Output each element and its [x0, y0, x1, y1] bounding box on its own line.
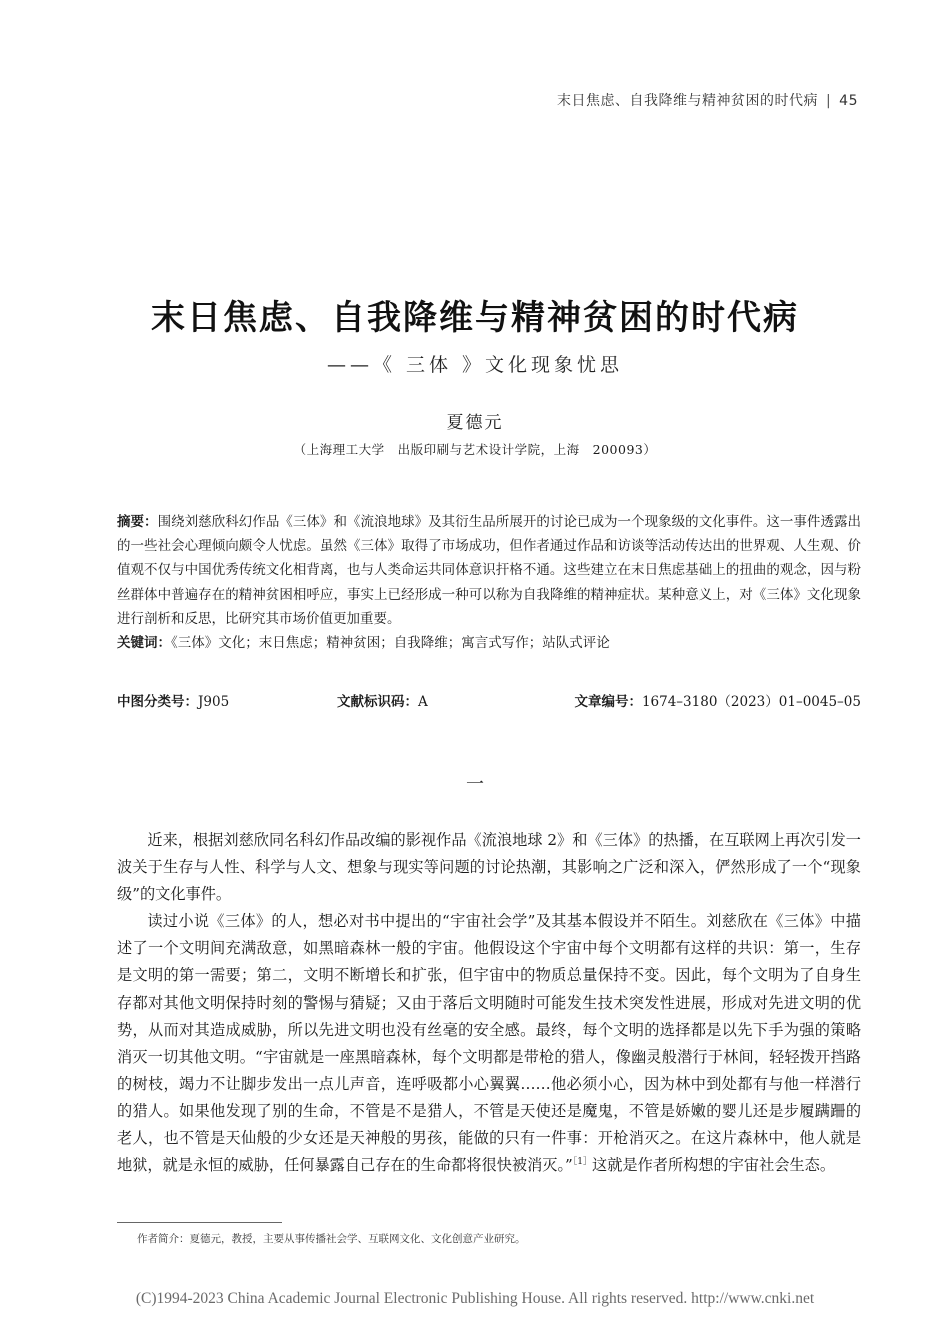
abstract-block — [117, 510, 861, 655]
article-title: 末日焦虑、自我降维与精神贫困的时代病 — [151, 298, 799, 338]
keywords-text: 《三体》文化；末日焦虑；精神贫困；自我降维；寓言式写作；站队式评论 — [171, 635, 610, 652]
clc-code — [117, 690, 337, 710]
document-code — [337, 690, 549, 710]
author-affiliation: （上海理工大学 出版印刷与艺术设计学院，上海 200093） — [293, 442, 657, 457]
paragraph-2-end: 这就是作者所构想的宇宙社会生态。 — [592, 1156, 836, 1175]
running-header — [557, 90, 858, 110]
author-name: 夏德元 — [446, 413, 504, 433]
doc-value: A — [418, 694, 428, 710]
clc-value: J905 — [198, 694, 230, 710]
abstract-text: 围绕刘慈欣科幻作品《三体》和《流浪地球》及其衍生品所展开的讨论已成为一个现象级的文化事件。这一事件透露出的一些社会心理倾向颇令人忧虑。虽然《三体》取得了市场成功，但作者通过作品和访谈等活动传达出的世界观、人生观、价值观不仅与中国优秀传统文化相背离，也与人类命运共同体意识扞格不通。这些建立在末日焦虑基础上的扭曲的观念，因与粉丝群体中普遍存在的精神贫困相呼应，事实上已经形成一种可以称为自我降维的精神症状。某种意义上，对《三体》文化现象进行剖析和反思，比研究其市场价值更加重要。 — [117, 514, 862, 627]
abstract — [117, 510, 861, 631]
running-title: 末日焦虑、自我降维与精神贫困的时代病 — [556, 93, 818, 109]
author-footnote: 作者简介：夏德元，教授，主要从事传播社会学、互联网文化、文化创意产业研究。 — [137, 1233, 526, 1245]
footnote-divider — [117, 1222, 282, 1223]
classification-row — [117, 690, 861, 710]
citation-marker[interactable]: ［1］ — [572, 1157, 593, 1168]
paragraph-2-text: 读过小说《三体》的人，想必对书中提出的“宇宙社会学”及其基本假设并不陌生。刘慈欣在《三体》中描述了一个文明间充满敌意，如黑暗森林一般的宇宙。他假设这个宇宙中每个文明都有这样的共识：第一，生存是文明的第一需要；第二，文明不断增长和扩张，但宇宙中的物质总量保持不变。因此，每个文明为了自身生存都对其他文明保持时刻的警惕与猜疑；又由于落后文明随时可能发生技术突发性进展，形成对先进文明的优势，从而对其造成威胁，所以先进文明也没有丝毫的安全感。最终，每个文明的选择都是以先下手为强的策略消灭一切其他文明。“宇宙就是一座黑暗森林，每个文明都是带枪的猎人，像幽灵般潜行于林间，轻轻拨开挡路的树枝，竭力不让脚步发出一点儿声音，连呼吸都小心翼翼……他必须小心，因为林中到处都有与他一样潜行的猎人。如果他发现了别的生命，不管是不是猎人，不管是天使还是魔鬼，不管是娇嫩的婴儿还是步履蹒跚的老人，也不管是天仙般的少女还是天神般的男孩，能做的只有一件事：开枪消灭之。在这片森林中，他人就是地狱，就是永恒的威胁，任何暴露自己存在的生命都将很快被消灭。” — [117, 912, 861, 1175]
article-subtitle: ——《 三体 》文化现象忧思 — [326, 354, 624, 376]
section-number: 一 — [466, 774, 484, 795]
copyright-notice: (C)1994-2023 China Academic Journal Electronic Publishing House. All rights reserved. http://www.cnki.net — [135, 1290, 815, 1307]
header-separator: | — [825, 93, 832, 109]
clc-label: 中图分类号： — [117, 694, 198, 710]
keywords-label: 关键词： — [117, 635, 171, 652]
doc-label: 文献标识码： — [337, 694, 418, 710]
abstract-label: 摘要： — [117, 514, 158, 530]
body-paragraph-1: 近来，根据刘慈欣同名科幻作品改编的影视作品《流浪地球 2》和《三体》的热播，在互联网上再次引发一波关于生存与人性、科学与人文、想象与现实等问题的讨论热潮，其影响之广泛和深入，俨然形成了一个“现象级”的文化事件。 — [117, 831, 861, 904]
article-number-label: 文章编号： — [574, 694, 642, 710]
body-paragraph-2 — [117, 908, 861, 1179]
article-number — [549, 690, 861, 710]
body-text — [117, 827, 861, 1179]
keywords — [117, 631, 861, 655]
article-number-value: 1674–3180（2023）01–0045–05 — [641, 694, 861, 710]
page-number: 45 — [839, 93, 858, 109]
